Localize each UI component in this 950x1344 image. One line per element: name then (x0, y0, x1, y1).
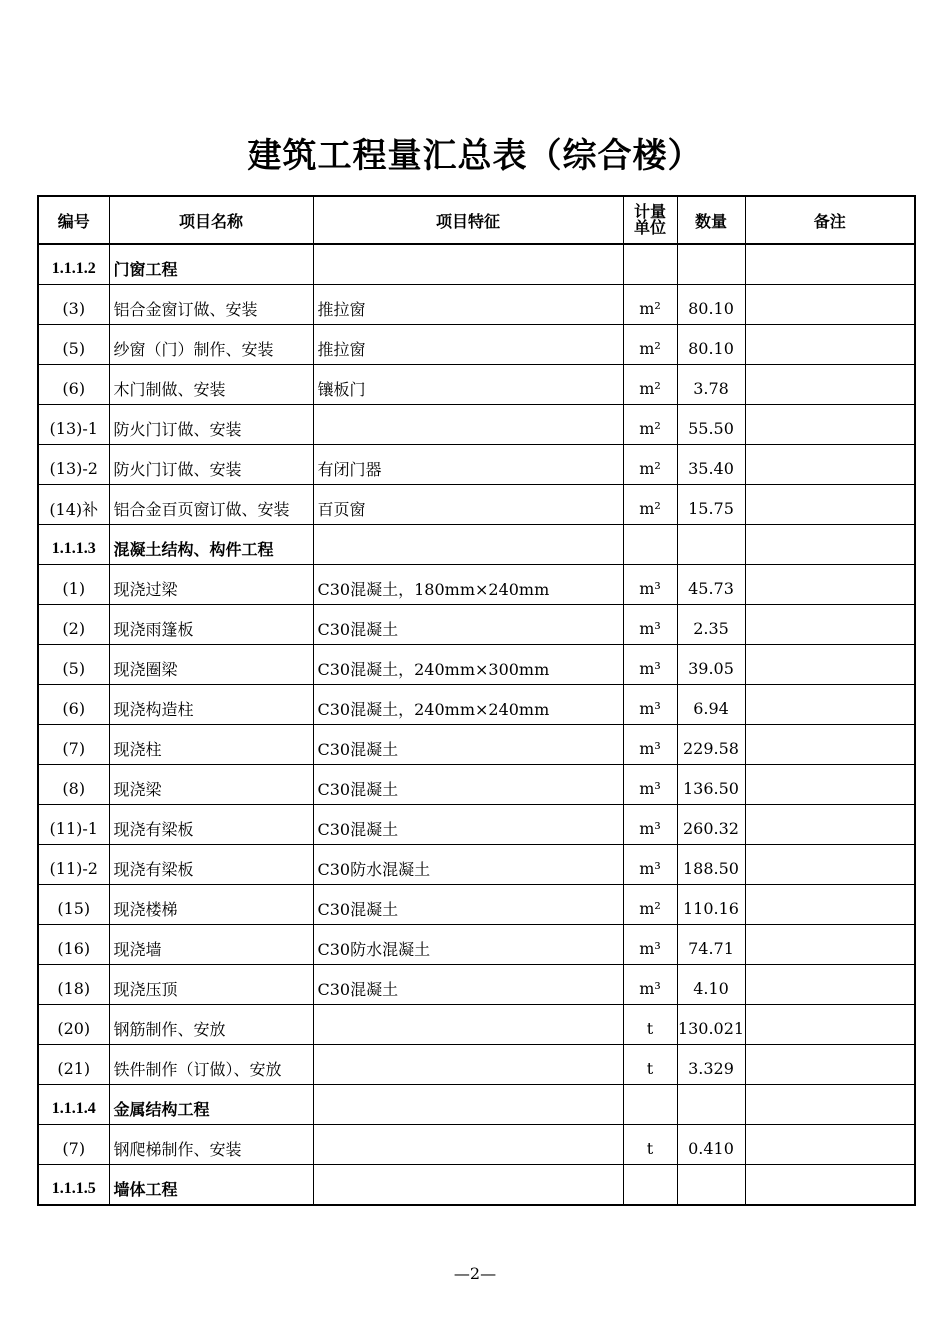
cell-quantity (677, 885, 745, 925)
cell-no-text: (14)补 (49, 500, 99, 519)
cell-feature (313, 925, 623, 965)
cell-item-name (109, 685, 313, 725)
cell-item-name-text: 现浇柱 (113, 740, 162, 759)
cell-no-text: 1.1.1.5 (51, 1179, 96, 1197)
cell-remark (745, 605, 915, 645)
cell-quantity (677, 725, 745, 765)
cell-quantity (677, 285, 745, 325)
cell-quantity (677, 645, 745, 685)
cell-feature (313, 845, 623, 885)
cell-item-name-text: 现浇圈梁 (113, 660, 178, 679)
cell-feature (313, 244, 623, 285)
cell-unit-text: t (646, 1139, 654, 1158)
cell-feature (313, 565, 623, 605)
cell-no (38, 1125, 109, 1165)
cell-feature (313, 405, 623, 445)
cell-unit-text: m² (639, 459, 661, 478)
table-row (38, 445, 915, 485)
cell-item-name-text: 门窗工程 (113, 260, 178, 279)
cell-feature-text: 百页窗 (317, 500, 366, 519)
cell-quantity-text: 80.10 (688, 339, 734, 358)
cell-item-name-text: 防火门订做、安装 (113, 460, 242, 479)
cell-unit (623, 925, 677, 965)
cell-unit-text: m³ (639, 579, 661, 598)
cell-feature (313, 1005, 623, 1045)
cell-feature (313, 965, 623, 1005)
cell-quantity-text: 110.16 (683, 899, 739, 918)
quantity-summary-table (37, 195, 916, 1206)
cell-unit (623, 725, 677, 765)
cell-unit (623, 1085, 677, 1125)
cell-unit (623, 325, 677, 365)
cell-unit (623, 965, 677, 1005)
cell-no (38, 285, 109, 325)
cell-feature-text: 有闭门器 (317, 460, 382, 479)
cell-item-name (109, 285, 313, 325)
cell-unit (623, 244, 677, 285)
cell-quantity-text: 55.50 (688, 419, 734, 438)
table-row (38, 285, 915, 325)
cell-no-text: (1) (62, 579, 86, 598)
cell-no-text: 1.1.1.2 (51, 259, 96, 277)
cell-unit-text: t (646, 1019, 654, 1038)
cell-item-name-text: 金属结构工程 (113, 1100, 210, 1119)
cell-quantity-text: 80.10 (688, 299, 734, 318)
cell-feature-text: C30混凝土 (317, 900, 399, 919)
cell-unit-text: m³ (639, 659, 661, 678)
cell-item-name-text: 现浇墙 (113, 940, 162, 959)
cell-item-name (109, 525, 313, 565)
cell-no-text: (11)-1 (49, 819, 98, 838)
cell-feature-text: 推拉窗 (317, 340, 366, 359)
cell-remark (745, 725, 915, 765)
cell-quantity-text: 39.05 (688, 659, 734, 678)
cell-item-name-text: 墙体工程 (113, 1180, 178, 1199)
cell-item-name-text: 铝合金百页窗订做、安装 (113, 500, 290, 519)
page-title: 建筑工程量汇总表（综合楼） (247, 136, 703, 176)
cell-item-name (109, 965, 313, 1005)
header-remark: 备注 (745, 196, 915, 244)
header-feature: 项目特征 (313, 196, 623, 244)
section-row (38, 1085, 915, 1125)
cell-item-name-text: 现浇有梁板 (113, 860, 194, 879)
table-row (38, 645, 915, 685)
cell-item-name (109, 1005, 313, 1045)
table-row (38, 605, 915, 645)
cell-unit-text: t (646, 1059, 654, 1078)
cell-quantity-text: 130.021 (677, 1019, 745, 1038)
cell-unit (623, 565, 677, 605)
cell-quantity (677, 405, 745, 445)
cell-quantity (677, 765, 745, 805)
table-row (38, 685, 915, 725)
cell-unit-text: m² (639, 419, 661, 438)
cell-remark (745, 525, 915, 565)
cell-quantity (677, 365, 745, 405)
cell-item-name-text: 防火门订做、安装 (113, 420, 242, 439)
cell-no (38, 525, 109, 565)
cell-item-name-text: 现浇有梁板 (113, 820, 194, 839)
cell-quantity (677, 605, 745, 645)
cell-remark (745, 845, 915, 885)
header-unit (623, 196, 677, 244)
cell-no-text: (7) (62, 1139, 86, 1158)
cell-unit (623, 405, 677, 445)
cell-quantity-text: 3.78 (693, 379, 729, 398)
cell-no-text: (7) (62, 739, 86, 758)
cell-no (38, 685, 109, 725)
cell-remark (745, 1085, 915, 1125)
cell-quantity-text: 2.35 (693, 619, 729, 638)
header-unit-line2: 单位 (633, 218, 666, 237)
cell-item-name-text: 现浇过梁 (113, 580, 178, 599)
cell-unit-text: m³ (639, 819, 661, 838)
cell-unit (623, 765, 677, 805)
cell-no (38, 965, 109, 1005)
cell-remark (745, 244, 915, 285)
cell-unit-text: m² (639, 299, 661, 318)
table-row (38, 1005, 915, 1045)
section-row (38, 1165, 915, 1206)
table-row (38, 485, 915, 525)
cell-quantity-text: 15.75 (688, 499, 734, 518)
cell-feature (313, 805, 623, 845)
cell-no-text: (8) (62, 779, 86, 798)
cell-no-text: (16) (57, 939, 91, 958)
cell-unit (623, 485, 677, 525)
cell-no (38, 244, 109, 285)
cell-item-name (109, 1165, 313, 1206)
cell-item-name (109, 1085, 313, 1125)
cell-item-name-text: 纱窗（门）制作、安装 (113, 340, 274, 359)
cell-no-text: (13)-2 (49, 459, 98, 478)
cell-quantity-text: 6.94 (693, 699, 729, 718)
cell-item-name (109, 405, 313, 445)
cell-quantity (677, 244, 745, 285)
cell-quantity (677, 805, 745, 845)
cell-unit (623, 285, 677, 325)
cell-no (38, 1165, 109, 1206)
cell-feature-text: 镶板门 (317, 380, 366, 399)
table-row (38, 1045, 915, 1085)
section-row (38, 244, 915, 285)
cell-feature-text: C30混凝土 (317, 740, 399, 759)
cell-remark (745, 565, 915, 605)
cell-quantity (677, 485, 745, 525)
table-row (38, 805, 915, 845)
cell-no-text: (2) (62, 619, 86, 638)
cell-unit (623, 645, 677, 685)
cell-remark (745, 325, 915, 365)
cell-remark (745, 405, 915, 445)
cell-quantity (677, 685, 745, 725)
cell-item-name (109, 1045, 313, 1085)
cell-item-name (109, 805, 313, 845)
cell-feature (313, 685, 623, 725)
cell-quantity (677, 1005, 745, 1045)
cell-unit-text: m³ (639, 859, 661, 878)
cell-no-text: (6) (62, 699, 86, 718)
cell-unit (623, 525, 677, 565)
cell-no (38, 845, 109, 885)
cell-feature (313, 1085, 623, 1125)
cell-no-text: (5) (62, 339, 86, 358)
cell-item-name (109, 244, 313, 285)
cell-item-name-text: 铝合金窗订做、安装 (113, 300, 258, 319)
cell-feature (313, 885, 623, 925)
cell-no-text: (11)-2 (49, 859, 98, 878)
cell-no (38, 645, 109, 685)
cell-feature (313, 285, 623, 325)
cell-remark (745, 1165, 915, 1206)
cell-feature-text: 推拉窗 (317, 300, 366, 319)
cell-no (38, 325, 109, 365)
cell-unit-text: m³ (639, 979, 661, 998)
cell-item-name-text: 现浇雨篷板 (113, 620, 194, 639)
cell-remark (745, 485, 915, 525)
cell-feature-text: C30混凝土 (317, 620, 399, 639)
cell-quantity (677, 1085, 745, 1125)
cell-no (38, 1005, 109, 1045)
cell-no-text: (13)-1 (49, 419, 98, 438)
cell-feature-text: C30混凝土，240mm×300mm (317, 660, 550, 679)
table-row (38, 565, 915, 605)
cell-unit-text: m³ (639, 619, 661, 638)
cell-feature (313, 445, 623, 485)
cell-item-name (109, 845, 313, 885)
header-no: 编号 (38, 196, 109, 244)
cell-no (38, 765, 109, 805)
table-body (38, 244, 915, 1205)
cell-quantity-text: 0.410 (688, 1139, 734, 1158)
cell-unit-text: m² (639, 499, 661, 518)
cell-quantity (677, 1125, 745, 1165)
cell-remark (745, 365, 915, 405)
cell-item-name (109, 1125, 313, 1165)
cell-remark (745, 645, 915, 685)
cell-feature (313, 725, 623, 765)
cell-item-name (109, 725, 313, 765)
cell-no-text: 1.1.1.4 (51, 1099, 96, 1117)
cell-no (38, 365, 109, 405)
cell-unit-text: m² (639, 339, 661, 358)
cell-no (38, 405, 109, 445)
cell-quantity-text: 260.32 (683, 819, 739, 838)
cell-unit (623, 1045, 677, 1085)
cell-unit (623, 1125, 677, 1165)
cell-feature (313, 645, 623, 685)
cell-quantity-text: 45.73 (688, 579, 734, 598)
cell-feature-text: C30混凝土，240mm×240mm (317, 700, 550, 719)
cell-quantity (677, 845, 745, 885)
cell-no (38, 1085, 109, 1125)
cell-no (38, 605, 109, 645)
cell-unit (623, 885, 677, 925)
cell-no-text: (5) (62, 659, 86, 678)
table-row (38, 965, 915, 1005)
cell-feature-text: C30混凝土 (317, 780, 399, 799)
cell-feature-text: C30混凝土，180mm×240mm (317, 580, 550, 599)
cell-no-text: (18) (57, 979, 91, 998)
table-row (38, 885, 915, 925)
cell-remark (745, 925, 915, 965)
section-row (38, 525, 915, 565)
cell-unit (623, 445, 677, 485)
cell-feature-text: C30混凝土 (317, 980, 399, 999)
cell-feature-text: C30防水混凝土 (317, 940, 431, 959)
cell-item-name (109, 605, 313, 645)
cell-unit-text: m² (639, 899, 661, 918)
cell-unit (623, 685, 677, 725)
cell-feature (313, 605, 623, 645)
cell-remark (745, 1045, 915, 1085)
cell-remark (745, 885, 915, 925)
cell-feature (313, 525, 623, 565)
cell-quantity-text: 136.50 (683, 779, 739, 798)
table-row (38, 365, 915, 405)
cell-unit-text: m³ (639, 779, 661, 798)
cell-unit (623, 805, 677, 845)
header-name: 项目名称 (109, 196, 313, 244)
cell-item-name-text: 现浇压顶 (113, 980, 178, 999)
cell-remark (745, 1125, 915, 1165)
cell-quantity (677, 1165, 745, 1206)
cell-feature (313, 1125, 623, 1165)
table-row (38, 405, 915, 445)
cell-no (38, 565, 109, 605)
cell-item-name-text: 现浇梁 (113, 780, 162, 799)
table-row (38, 765, 915, 805)
cell-feature-text: C30混凝土 (317, 820, 399, 839)
cell-quantity (677, 965, 745, 1005)
header-unit-line1: 计量 (633, 202, 666, 221)
cell-quantity-text: 229.58 (683, 739, 739, 758)
cell-item-name-text: 钢筋制作、安放 (113, 1020, 226, 1039)
cell-item-name (109, 445, 313, 485)
cell-item-name (109, 645, 313, 685)
cell-remark (745, 685, 915, 725)
cell-item-name-text: 现浇楼梯 (113, 900, 178, 919)
cell-remark (745, 1005, 915, 1045)
cell-quantity (677, 1045, 745, 1085)
cell-unit-text: m³ (639, 739, 661, 758)
cell-no-text: 1.1.1.3 (51, 539, 96, 557)
cell-feature (313, 325, 623, 365)
cell-item-name-text: 木门制做、安装 (113, 380, 226, 399)
table-row (38, 325, 915, 365)
cell-no-text: (21) (57, 1059, 91, 1078)
cell-unit (623, 1005, 677, 1045)
cell-quantity-text: 4.10 (693, 979, 729, 998)
cell-no (38, 805, 109, 845)
cell-quantity (677, 525, 745, 565)
cell-item-name-text: 铁件制作（订做）、安放 (113, 1060, 282, 1079)
cell-quantity (677, 925, 745, 965)
cell-unit-text: m² (639, 379, 661, 398)
cell-no-text: (15) (57, 899, 91, 918)
cell-quantity (677, 565, 745, 605)
cell-quantity-text: 74.71 (688, 939, 734, 958)
cell-item-name (109, 365, 313, 405)
cell-feature-text: C30防水混凝土 (317, 860, 431, 879)
cell-no (38, 925, 109, 965)
cell-no (38, 1045, 109, 1085)
cell-feature (313, 1165, 623, 1206)
cell-item-name (109, 765, 313, 805)
cell-unit (623, 1165, 677, 1206)
cell-feature (313, 1045, 623, 1085)
cell-unit (623, 605, 677, 645)
cell-no (38, 485, 109, 525)
cell-unit (623, 845, 677, 885)
cell-item-name-text: 混凝土结构、构件工程 (113, 540, 274, 559)
cell-remark (745, 805, 915, 845)
table-row (38, 725, 915, 765)
cell-quantity (677, 445, 745, 485)
cell-remark (745, 285, 915, 325)
cell-no-text: (20) (57, 1019, 91, 1038)
cell-feature (313, 365, 623, 405)
cell-item-name-text: 现浇构造柱 (113, 700, 194, 719)
table-header-row (38, 196, 915, 244)
cell-no-text: (3) (62, 299, 86, 318)
cell-item-name-text: 钢爬梯制作、安装 (113, 1140, 242, 1159)
cell-quantity-text: 188.50 (683, 859, 739, 878)
cell-item-name (109, 565, 313, 605)
cell-unit (623, 365, 677, 405)
table-row (38, 845, 915, 885)
cell-quantity (677, 325, 745, 365)
table-row (38, 925, 915, 965)
cell-feature (313, 485, 623, 525)
cell-item-name (109, 485, 313, 525)
header-qty: 数量 (677, 196, 745, 244)
cell-no-text: (6) (62, 379, 86, 398)
cell-item-name (109, 325, 313, 365)
cell-quantity-text: 35.40 (688, 459, 734, 478)
cell-unit-text: m³ (639, 699, 661, 718)
cell-remark (745, 965, 915, 1005)
cell-quantity-text: 3.329 (688, 1059, 734, 1078)
cell-item-name (109, 885, 313, 925)
page-number: —2— (453, 1264, 497, 1283)
cell-remark (745, 445, 915, 485)
cell-remark (745, 765, 915, 805)
cell-no (38, 885, 109, 925)
cell-feature (313, 765, 623, 805)
cell-unit-text: m³ (639, 939, 661, 958)
cell-no (38, 725, 109, 765)
cell-item-name (109, 925, 313, 965)
table-row (38, 1125, 915, 1165)
cell-no (38, 445, 109, 485)
